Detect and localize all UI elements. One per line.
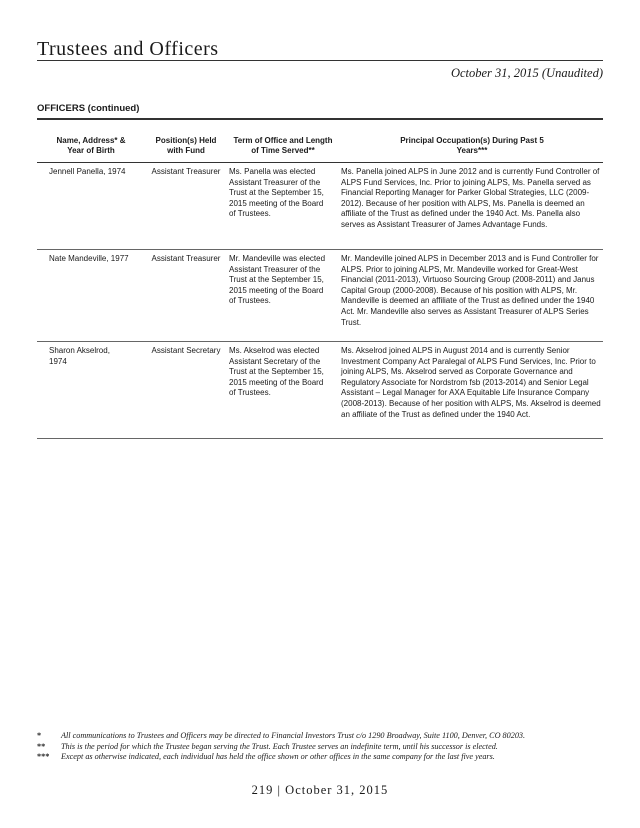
footnote-mark: ** — [37, 741, 46, 751]
footnote-mark: * — [37, 731, 42, 740]
officer-term: Mr. Mandeville was elected Assistant Treasurer of the Trust at the September 15, 2015 meeting of the Board of Trustees. — [229, 254, 326, 306]
footnote — [37, 752, 607, 763]
officer-name: Sharon Akselrod, 1974 — [49, 346, 110, 366]
officer-term: Ms. Panella was elected Assistant Treasurer of the Trust at the September 15, 2015 meeting of the Board of Trustees. — [229, 167, 324, 219]
section-title: OFFICERS (continued) — [37, 103, 140, 114]
officer-name: Jennell Panella, 1974 — [49, 167, 126, 176]
officer-occupation: Ms. Akselrod joined ALPS in August 2014 and is currently Senior Investment Company Act Paralegal of ALPS Fund Services, Inc. Prior to joining ALPS, Ms. Akselrod served as Corporate Governance and Regulatory Associate for Nordstrom fsb (2013-2014) and Senior Legal Assistant – Legal Manager for AXA Equitable Life Insurance Company (2008-2013). Because of her position with ALPS, Ms. Akselrod is deemed an affiliate of the Trust as defined under the 1940 Act. — [341, 346, 601, 419]
table-top-rule — [37, 118, 603, 120]
footnote-text: Except as otherwise indicated, each individual has held the office shown or other offices in the same company for the last five years. — [61, 752, 495, 761]
title-divider — [37, 60, 603, 61]
footnote-text: All communications to Trustees and Officers may be directed to Financial Investors Trust c/o 1290 Broadway, Suite 1100, Denver, CO 80203. — [61, 731, 526, 740]
column-header-name: Name, Address* & Year of Birth — [56, 136, 126, 155]
officer-position: Assistant Secretary — [151, 346, 221, 355]
table-bottom-rule — [37, 438, 603, 439]
officer-position: Assistant Treasurer — [151, 254, 221, 263]
officer-occupation: Mr. Mandeville joined ALPS in December 2013 and is Fund Controller for ALPS. Prior to joining ALPS, Mr. Mandeville worked for Great-West Financial (2011-2013), Virtuoso Sourcing Group (2008-2011) and Janus Capital Group (2000-2008). Because of his position with ALPS, Mr. Mandeville is deemed an affiliate of the Trust as defined under the 1940 Act. Mr. Mandeville also serves as Assistant Treasurer of ALPS Series Trust. — [341, 254, 599, 327]
footnote — [37, 742, 607, 753]
footnote-text: This is the period for which the Trustee began serving the Trust. Each Trustee serves an indefinite term, until his successor is elected. — [61, 741, 498, 751]
row-divider — [37, 249, 603, 250]
column-header-position: Position(s) Held with Fund — [155, 136, 217, 155]
table-header-rule — [37, 162, 603, 163]
report-date: October 31, 2015 (Unaudited) — [450, 66, 603, 80]
column-header-occupation: Principal Occupation(s) During Past 5 Years*** — [400, 136, 544, 155]
footnote — [37, 731, 607, 742]
footnotes — [37, 731, 607, 763]
officer-occupation: Ms. Panella joined ALPS in June 2012 and is currently Fund Controller of ALPS Fund Services, Inc. Prior to joining ALPS, Ms. Panella served as Financial Reporting Manager for Parker Global Strategies, LLC (2009-2012). Because of her position with ALPS, Ms. Panella is deemed an affiliate of the Trust as defined under the 1940 Act. Ms. Panella also serves as Assistant Treasurer of James Advantage Funds. — [341, 167, 600, 229]
officer-position: Assistant Treasurer — [151, 167, 221, 176]
officer-term: Ms. Akselrod was elected Assistant Secretary of the Trust at the September 15, 2015 meeting of the Board of Trustees. — [229, 346, 324, 398]
row-divider — [37, 341, 603, 342]
footnote-mark: *** — [37, 752, 50, 761]
column-header-term: Term of Office and Length of Time Served** — [233, 136, 333, 155]
page-footer: 219 | October 31, 2015 — [251, 783, 389, 797]
page-title: Trustees and Officers — [37, 38, 219, 60]
officer-name: Nate Mandeville, 1977 — [49, 254, 129, 263]
